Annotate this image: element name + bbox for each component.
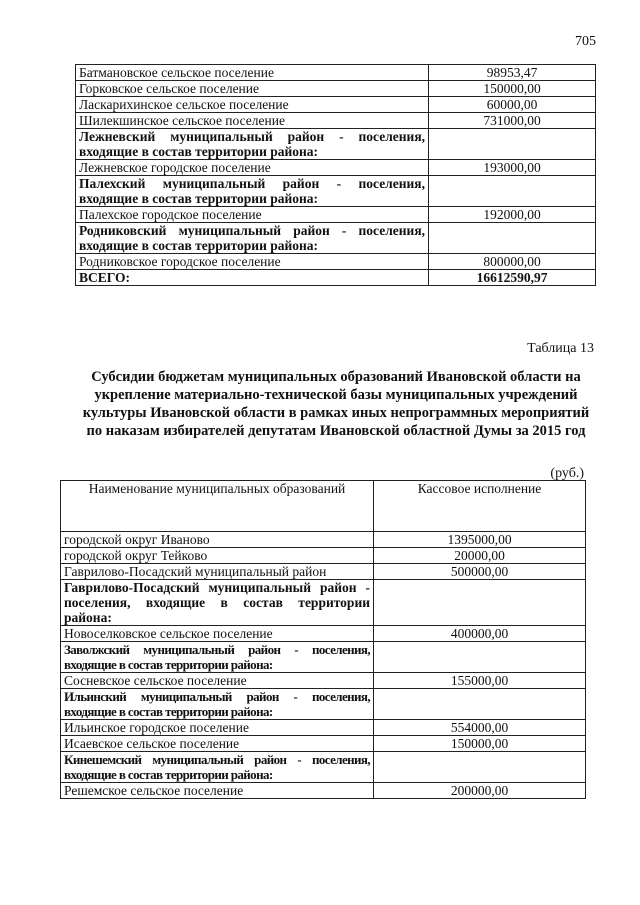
- row-value: 150000,00: [429, 81, 596, 97]
- group-name: Родниковский муниципальный район - поселения, входящие в состав территории района:: [76, 223, 429, 254]
- table-row: [61, 673, 586, 689]
- table-row-group: [76, 223, 596, 254]
- row-name: Палехское городское поселение: [76, 207, 429, 223]
- row-value: [374, 642, 586, 673]
- group-name: Ильинский муниципальный район - поселения, входящие в состав территории района:: [61, 689, 374, 720]
- column-header-value: Кассовое исполнение: [374, 481, 586, 532]
- table-row-group: [61, 689, 586, 720]
- unit-label: (руб.): [550, 466, 584, 481]
- group-name: Заволжский муниципальный район - поселения, входящие в состав территории района:: [61, 642, 374, 673]
- row-name: городской округ Иваново: [61, 532, 374, 548]
- table-row: [76, 97, 596, 113]
- row-value: 400000,00: [374, 626, 586, 642]
- row-value: 155000,00: [374, 673, 586, 689]
- table-row: [61, 626, 586, 642]
- total-label: ВСЕГО:: [76, 270, 429, 286]
- row-name: Горковское сельское поселение: [76, 81, 429, 97]
- row-name: Батмановское сельское поселение: [76, 65, 429, 81]
- row-name: Шилекшинское сельское поселение: [76, 113, 429, 129]
- subsidy-table-13: [60, 480, 586, 799]
- table-row: [61, 783, 586, 799]
- group-name: Лежневский муниципальный район - поселения, входящие в состав территории района:: [76, 129, 429, 160]
- row-value: [374, 580, 586, 626]
- table-row-group: [76, 129, 596, 160]
- table-row-group: [61, 642, 586, 673]
- table-row: [76, 113, 596, 129]
- table-row: [61, 564, 586, 580]
- row-value: 731000,00: [429, 113, 596, 129]
- row-name: Ильинское городское поселение: [61, 720, 374, 736]
- table-row: [61, 532, 586, 548]
- table-header-row: [61, 481, 586, 532]
- table-row-group: [61, 580, 586, 626]
- row-value: 554000,00: [374, 720, 586, 736]
- table-row: [61, 548, 586, 564]
- row-value: [429, 129, 596, 160]
- row-value: 150000,00: [374, 736, 586, 752]
- row-value: 20000,00: [374, 548, 586, 564]
- total-value: 16612590,97: [429, 270, 596, 286]
- row-value: 193000,00: [429, 160, 596, 176]
- table-row: [76, 81, 596, 97]
- row-name: Решемское сельское поселение: [61, 783, 374, 799]
- row-value: 60000,00: [429, 97, 596, 113]
- row-value: 800000,00: [429, 254, 596, 270]
- group-name: Гаврилово-Посадский муниципальный район - поселения, входящие в состав территории района:: [61, 580, 374, 626]
- table-row: [61, 736, 586, 752]
- subsidy-table-continued: [75, 64, 596, 286]
- table-row: [76, 254, 596, 270]
- row-value: [429, 176, 596, 207]
- page-number: 705: [575, 34, 596, 49]
- row-name: Исаевское сельское поселение: [61, 736, 374, 752]
- group-name: Палехский муниципальный район - поселения, входящие в состав территории района:: [76, 176, 429, 207]
- row-name: Ласкарихинское сельское поселение: [76, 97, 429, 113]
- total-row: [76, 270, 596, 286]
- row-value: 200000,00: [374, 783, 586, 799]
- section-heading: Субсидии бюджетам муниципальных образований Ивановской области на укрепление материально-технической базы муниципальных учреждений культуры Ивановской области в рамках иных непрограммных мероприятий по наказам избирателей депутатам Ивановской областной Думы за 2015 год: [82, 369, 590, 439]
- column-header-name: Наименование муниципальных образований: [61, 481, 374, 532]
- table-row-group: [76, 176, 596, 207]
- table-row: [76, 207, 596, 223]
- row-name: Новоселковское сельское поселение: [61, 626, 374, 642]
- row-value: 98953,47: [429, 65, 596, 81]
- row-name: Лежневское городское поселение: [76, 160, 429, 176]
- table-row-group: [61, 752, 586, 783]
- row-value: [429, 223, 596, 254]
- table-row: [76, 65, 596, 81]
- row-name: Родниковское городское поселение: [76, 254, 429, 270]
- row-name: городской округ Тейково: [61, 548, 374, 564]
- row-name: Гаврилово-Посадский муниципальный район: [61, 564, 374, 580]
- row-value: 500000,00: [374, 564, 586, 580]
- row-value: 1395000,00: [374, 532, 586, 548]
- table-row: [61, 720, 586, 736]
- row-value: [374, 752, 586, 783]
- row-value: 192000,00: [429, 207, 596, 223]
- table-row: [76, 160, 596, 176]
- table-label: Таблица 13: [527, 341, 594, 356]
- row-value: [374, 689, 586, 720]
- row-name: Сосневское сельское поселение: [61, 673, 374, 689]
- group-name: Кинешемский муниципальный район - поселения, входящие в состав территории района:: [61, 752, 374, 783]
